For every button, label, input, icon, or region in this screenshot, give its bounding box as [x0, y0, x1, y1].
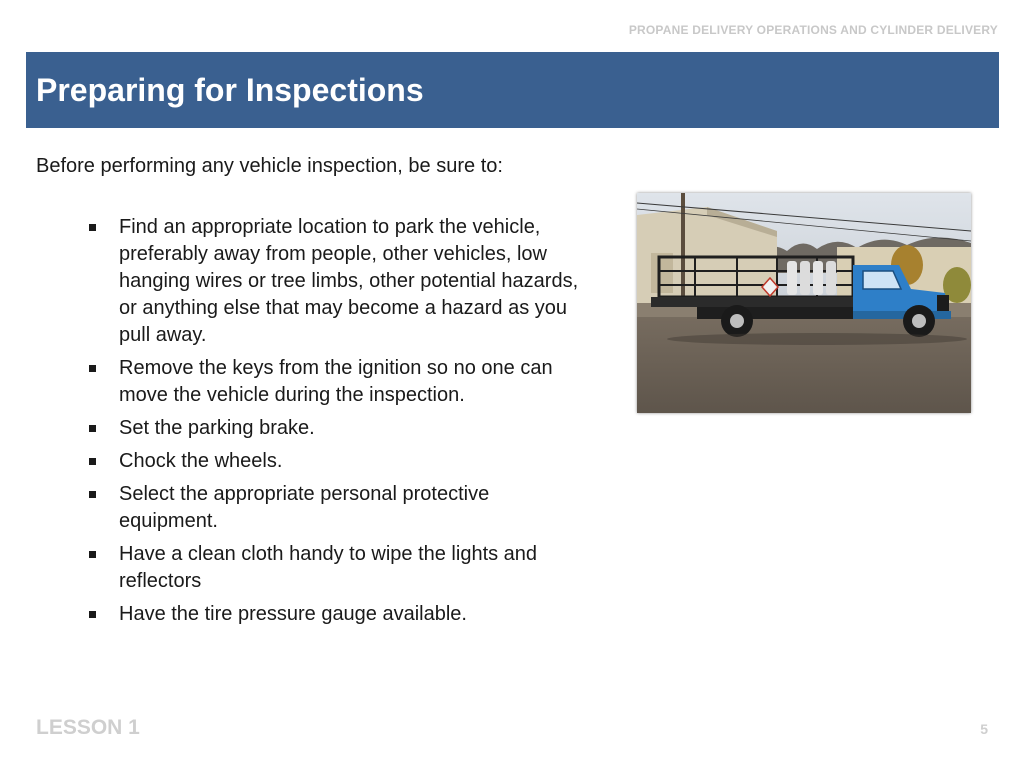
bullet-item: [84, 415, 584, 442]
square-bullet-icon: [89, 551, 96, 558]
square-bullet-icon: [89, 491, 96, 498]
intro-text: Before performing any vehicle inspection, be sure to:: [36, 155, 503, 177]
bullet-text: Have a clean cloth handy to wipe the lights and reflectors: [119, 543, 538, 592]
bullet-text: Select the appropriate personal protective equipment.: [119, 483, 490, 532]
bullet-text: Have the tire pressure gauge available.: [119, 603, 467, 625]
bullet-item: [84, 355, 584, 409]
bullet-text: Find an appropriate location to park the vehicle, preferably away from people, other vehicles, low hanging wires or tree limbs, other potential hazards, or anything else that may become a hazard as you pull away.: [119, 216, 579, 346]
truck-photo: [637, 193, 971, 413]
slide-title: Preparing for Inspections: [36, 72, 424, 108]
square-bullet-icon: [89, 365, 96, 372]
square-bullet-icon: [89, 425, 96, 432]
bullet-text: Set the parking brake.: [119, 417, 315, 439]
lesson-label: LESSON 1: [36, 716, 140, 739]
bullet-item: [84, 448, 584, 475]
bullet-item: [84, 541, 584, 595]
bullet-item: [84, 214, 584, 349]
bullet-item: [84, 481, 584, 535]
title-bar: [26, 52, 999, 128]
course-title: PROPANE DELIVERY OPERATIONS AND CYLINDER DELIVERY: [628, 23, 998, 37]
bullet-text: Chock the wheels.: [119, 450, 283, 472]
square-bullet-icon: [89, 611, 96, 618]
bullet-item: [84, 601, 584, 628]
bullet-text: Remove the keys from the ignition so no one can move the vehicle during the inspection.: [119, 357, 553, 406]
square-bullet-icon: [89, 224, 96, 231]
bullet-list: [84, 214, 584, 634]
flatbed-truck-illustration: [637, 193, 971, 413]
page-number: 5: [980, 721, 988, 737]
square-bullet-icon: [89, 458, 96, 465]
